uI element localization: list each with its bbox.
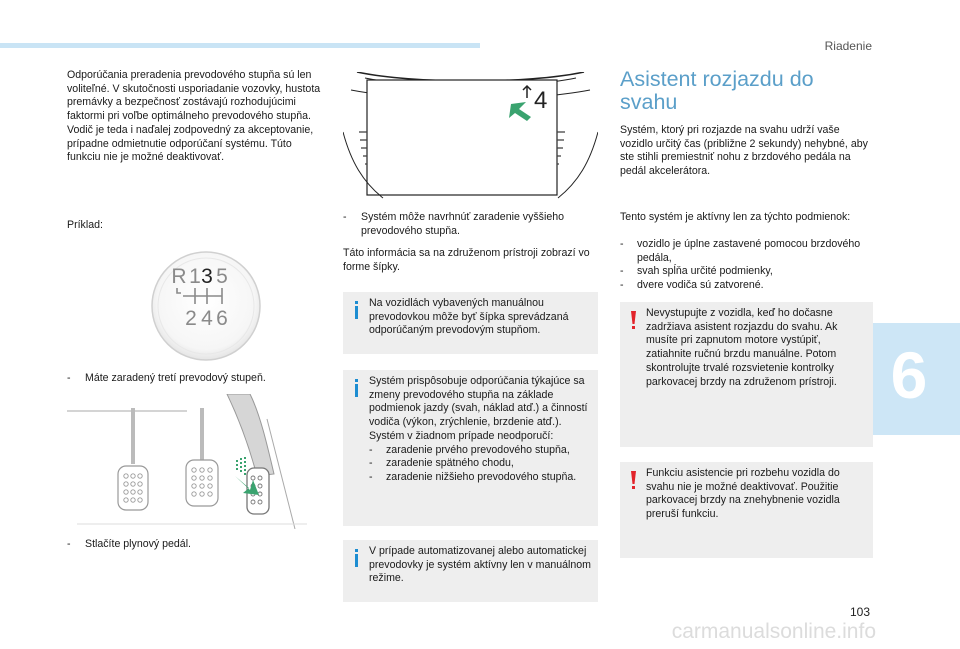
header-bar <box>0 43 480 48</box>
page-number: 103 <box>849 605 870 619</box>
step-accelerator <box>67 538 335 552</box>
info-note-adaptive <box>343 370 598 526</box>
recommended-gear: 4 <box>534 87 548 114</box>
step-text: Systém môže navrhnúť zaradenie vyššieho prevodového stupňa. <box>361 211 564 237</box>
gear-1: 1 <box>189 265 201 288</box>
example-label: Príklad: <box>67 219 103 231</box>
gear-indicator-illustration <box>150 250 262 362</box>
watermark: carmanualsonline.info <box>671 620 876 643</box>
warning-note-deactivate <box>620 462 873 558</box>
warning-icon <box>626 310 640 330</box>
section-label: Riadenie <box>824 39 872 53</box>
warning-icon <box>626 470 640 490</box>
list-dash: - <box>343 211 347 223</box>
list-dash: - <box>620 265 624 278</box>
clutch-pedal <box>118 408 148 510</box>
step-text: Stlačíte plynový pedál. <box>85 538 191 550</box>
conditions-intro: Tento systém je aktívny len za týchto podmienok: <box>620 211 851 223</box>
pedals-illustration <box>67 394 325 529</box>
list-item-text: svah spĺňa určité podmienky, <box>637 265 773 278</box>
list-item-text: dvere vodiča sú zatvorené. <box>637 279 764 292</box>
list-item-text: vozidlo je úplne zastavené pomocou brzdového pedála, <box>637 238 861 264</box>
gear-5: 5 <box>216 265 228 288</box>
note-subtitle: Systém v žiadnom prípade neodporučí: <box>369 429 554 442</box>
list-item <box>369 457 592 471</box>
step-third-gear <box>67 372 335 386</box>
gear-4: 4 <box>201 307 213 330</box>
list-dash: - <box>369 443 373 456</box>
note-text: Na vozidlách vybavených manuálnou prevodovkou môže byť šípka sprevádzaná odporúčaným prevodovým stupňom. <box>369 297 569 337</box>
warning-note-exit <box>620 302 873 447</box>
conditions-list <box>620 238 870 293</box>
list-item <box>620 238 870 265</box>
gear-6: 6 <box>216 307 228 330</box>
info-note-manual <box>343 292 598 354</box>
hill-assist-description: Systém, ktorý pri rozjazde na svahu udrží vaše vozidlo určitý čas (približne 2 sekundy) nehybné, aby ste stihli premiestniť nohu z brzdového pedála na pedál akcelerátora. <box>620 124 868 178</box>
list-item <box>369 471 592 485</box>
note-content <box>369 375 592 485</box>
list-dash: - <box>369 470 373 483</box>
chapter-number: 6 <box>890 338 928 412</box>
note-text: Systém prispôsobuje odporúčania týkajúce sa zmeny prevodového stupňa na základe podmienok jazdy (svah, náklad atď.) a činností vodiča (výkon, zrýchlenie, brzdenie atď.). <box>369 375 588 429</box>
info-icon <box>349 378 363 398</box>
list-dash: - <box>369 457 373 470</box>
step-suggest-higher <box>343 211 616 238</box>
chapter-tab <box>872 323 960 435</box>
info-icon <box>349 548 363 568</box>
list-dash: - <box>67 538 71 550</box>
list-item-text: zaradenie prvého prevodového stupňa, <box>386 443 570 456</box>
list-item <box>620 279 870 293</box>
list-item <box>620 265 870 279</box>
list-dash: - <box>620 279 624 292</box>
list-dash: - <box>620 238 624 250</box>
step-text: Máte zaradený tretí prevodový stupeň. <box>85 372 266 384</box>
info-paragraph: Táto informácia sa na združenom prístroji zobrazí vo forme šípky. <box>343 247 590 273</box>
warning-text: Funkciu asistencie pri rozbehu vozidla do svahu nie je možné deaktivovať. Použitie parkovacej brzdy na znehybnenie vozidla preruší funkciu. <box>646 467 840 521</box>
warning-text: Nevystupujte z vozidla, keď ho dočasne zadržiava asistent rozjazdu do svahu. Ak musíte pri zapnutom motore vystúpiť, zatiahnite ručnú brzdu manuálne. Potom skontrolujte trvalé rozsvietenie kontrolky parkovacej brzdy na združenom prístroji. <box>646 307 838 388</box>
list-item-text: zaradenie spätného chodu, <box>386 457 514 470</box>
list-item <box>369 444 592 458</box>
gear-2: 2 <box>185 307 197 330</box>
accelerator-pedal <box>227 394 274 514</box>
note-text: V prípade automatizovanej alebo automatickej prevodovky je systém aktívny len v manuálnom režime. <box>369 545 591 585</box>
info-icon <box>349 300 363 320</box>
section-heading: Asistent rozjazdu do svahu <box>620 67 814 114</box>
info-note-automatic <box>343 540 598 602</box>
list-item-text: zaradenie nižšieho prevodového stupňa. <box>386 470 577 483</box>
intro-paragraph: Odporúčania preradenia prevodového stupňa sú len voliteľné. V skutočnosti usporiadanie vozovky, hustota premávky a bezpečnosť zostávajú rozhodujúcimi faktormi pri voľbe optimálneho prevodového stupňa. Vodič je teda i naďalej zodpovedný za akceptovanie, prípadne odmietnutie odporúčaní systému. Túto funkciu nie je možné deaktivovať. <box>67 69 321 164</box>
brake-pedal <box>186 408 218 506</box>
instrument-cluster-illustration <box>343 72 598 206</box>
gear-3: 3 <box>201 265 213 288</box>
gear-r: R <box>171 265 187 288</box>
list-dash: - <box>67 372 71 384</box>
